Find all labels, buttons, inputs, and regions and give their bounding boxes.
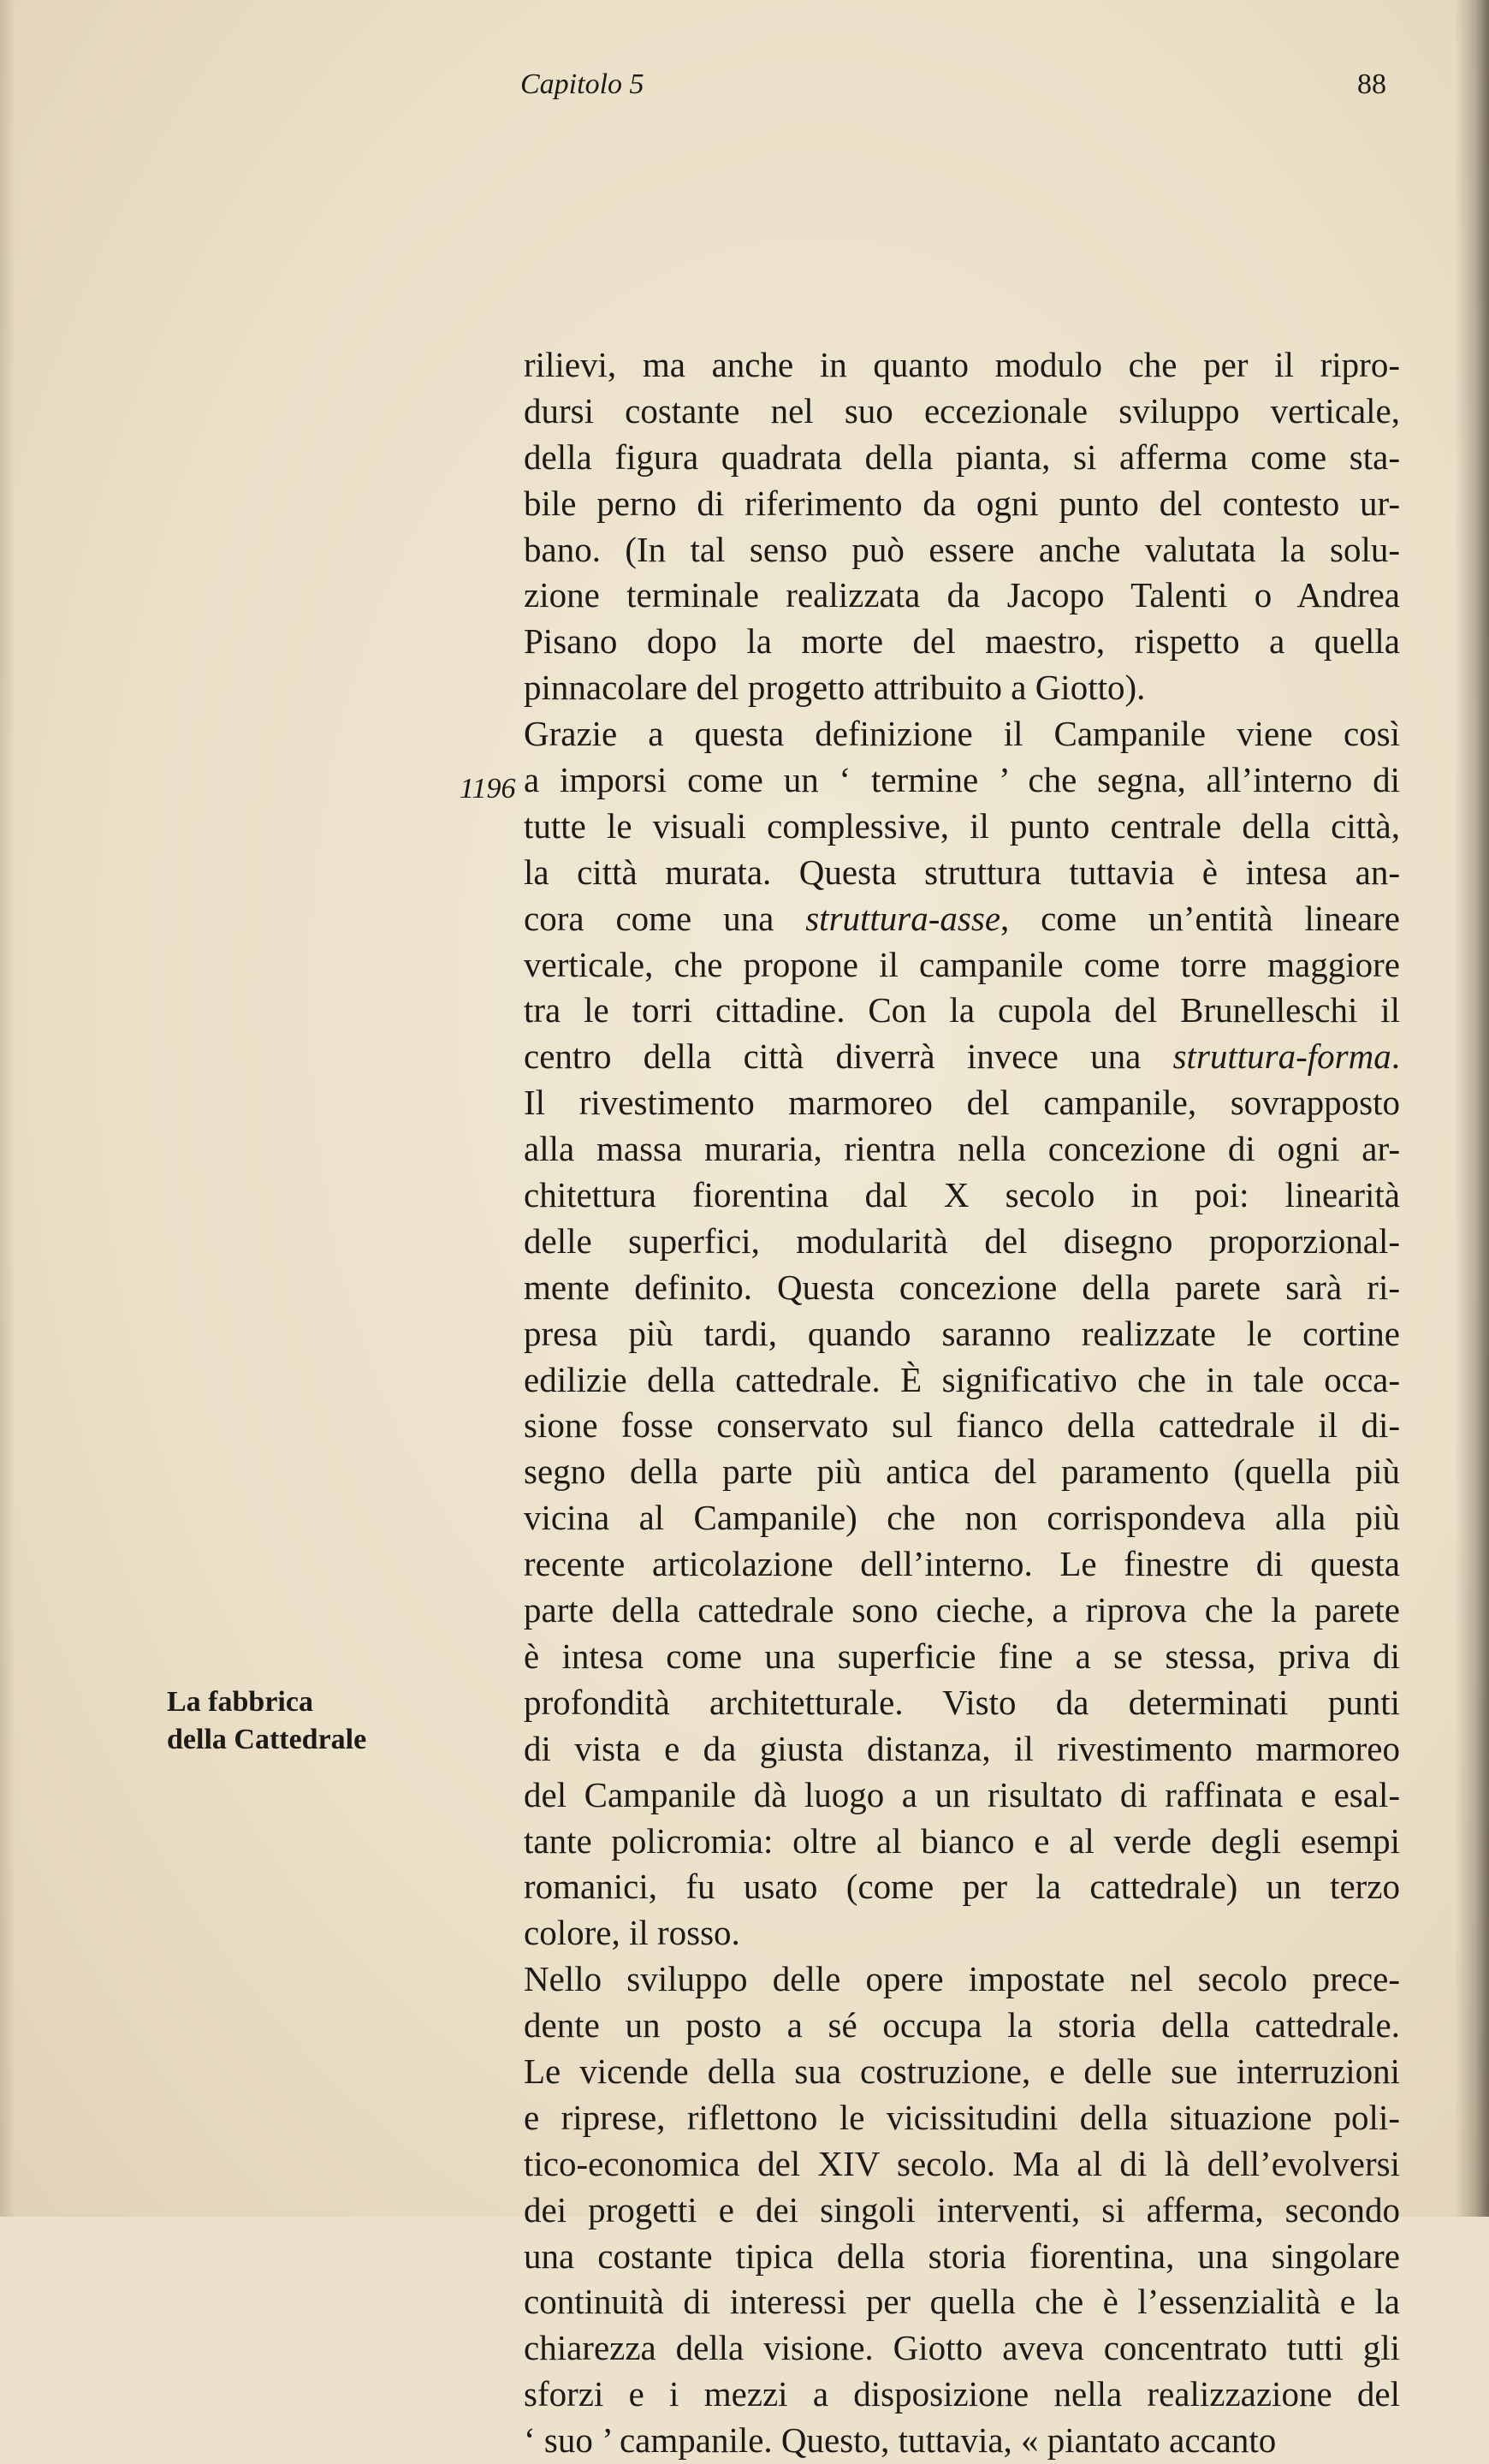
page-number: 88 — [1357, 68, 1386, 100]
text-line: ‘ suo ’ campanile. Questo, tuttavia, « piantato accanto — [524, 2420, 1277, 2461]
text-line: tante policromia: oltre al bianco e al verde degli esempi — [524, 1820, 1400, 1861]
page-edge-shadow — [0, 0, 15, 2217]
text-line: la città murata. Questa struttura tuttavia è intesa an- — [524, 852, 1400, 892]
text-line: romanici, fu usato (come per la cattedrale) un terzo — [524, 1867, 1400, 1907]
italic-term: struttura-asse — [805, 898, 1001, 938]
text-line: presa più tardi, quando saranno realizzate le cortine — [524, 1313, 1400, 1353]
text-line: tico-economica del XIV secolo. Ma al di là dell’evolversi — [524, 2143, 1400, 2183]
running-head-title: Capitolo 5 — [520, 68, 644, 100]
binding-gutter-shadow — [1455, 0, 1489, 2217]
text-line: è intesa come una superficie fine a se stessa, priva di — [524, 1636, 1400, 1676]
text-line: centro della città diverrà invece una struttura-forma. — [524, 1036, 1400, 1077]
text-line: della figura quadrata della pianta, si afferma come sta- — [524, 436, 1400, 477]
side-heading-line: La fabbrica — [167, 1686, 313, 1718]
text-line: recente articolazione dell’interno. Le finestre di questa — [524, 1544, 1400, 1584]
text-line: pinnacolare del progetto attribuito a Giotto). — [524, 668, 1146, 708]
text-line: Le vicende della sua costruzione, e delle sue interruzioni — [524, 2051, 1400, 2091]
text-line: dursi costante nel suo eccezionale sviluppo verticale, — [524, 390, 1400, 430]
text-line: vicina al Campanile) che non corrispondeva alla più — [524, 1498, 1400, 1538]
text-line: delle superfici, modularità del disegno proporzional- — [524, 1220, 1400, 1261]
text-line: sforzi e i mezzi a disposizione nella realizzazione del — [524, 2374, 1400, 2414]
text-line: parte della cattedrale sono cieche, a riprova che la parete — [524, 1590, 1400, 1630]
text-line: chiarezza della visione. Giotto aveva concentrato tutti gli — [524, 2328, 1400, 2368]
text-line: chitettura fiorentina dal X secolo in poi: linearità — [524, 1175, 1400, 1215]
text-line: edilizie della cattedrale. È significativo che in tale occa- — [524, 1359, 1400, 1399]
text-line: alla massa muraria, rientra nella concezione di ogni ar- — [524, 1129, 1400, 1169]
text-line: del Campanile dà luogo a un risultato di raffinata e esal- — [524, 1774, 1400, 1814]
text-line: verticale, che propone il campanile come torre maggiore — [524, 944, 1400, 984]
text-line: Grazie a questa definizione il Campanile viene così — [524, 714, 1400, 754]
text-line: sione fosse conservato sul fianco della cattedrale il di- — [524, 1405, 1400, 1446]
text-line: tra le torri cittadine. Con la cupola del Brunelleschi il — [524, 990, 1400, 1030]
text-line: bano. (In tal senso può essere anche valutata la solu- — [524, 529, 1400, 569]
margin-line-number: 1196 — [460, 773, 516, 805]
text-line: Nello sviluppo delle opere impostate nel secolo prece- — [524, 1959, 1400, 1999]
text-line: profondità architetturale. Visto da determinati punti — [524, 1682, 1400, 1722]
text-line: a imporsi come un ‘ termine ’ che segna, all’interno di — [524, 760, 1400, 800]
text-line: continuità di interessi per quella che è l’essenzialità e la — [524, 2282, 1400, 2322]
text-line: rilievi, ma anche in quanto modulo che per il ripro- — [524, 345, 1400, 384]
text-line: zione terminale realizzata da Jacopo Talenti o Andrea — [524, 575, 1400, 615]
side-heading-line: della Cattedrale — [167, 1724, 367, 1755]
text-line: una costante tipica della storia fiorentina, una singolare — [524, 2235, 1400, 2276]
text-line: e riprese, riflettono le vicissitudini della situazione poli- — [524, 2097, 1400, 2137]
text-line: segno della parte più antica del paramento (quella più — [524, 1452, 1400, 1492]
text-line: dei progetti e dei singoli interventi, si afferma, secondo — [524, 2189, 1400, 2229]
body-text — [524, 342, 1400, 2464]
italic-term: struttura-forma — [1172, 1036, 1391, 1077]
text-line: dente un posto a sé occupa la storia della cattedrale. — [524, 2005, 1400, 2045]
text-line: Il rivestimento marmoreo del campanile, sovrapposto — [524, 1083, 1400, 1123]
text-line: cora come una struttura-asse, come un’entità lineare — [524, 898, 1400, 938]
text-line: Pisano dopo la morte del maestro, rispetto a quella — [524, 621, 1400, 662]
text-line: mente definito. Questa concezione della parete sarà ri- — [524, 1267, 1400, 1307]
side-heading — [167, 1683, 366, 1759]
text-line: di vista e da giusta distanza, il rivestimento marmoreo — [524, 1728, 1400, 1768]
text-line: tutte le visuali complessive, il punto centrale della città, — [524, 805, 1400, 846]
text-line: bile perno di riferimento da ogni punto del contesto ur- — [524, 483, 1400, 523]
text-line: colore, il rosso. — [524, 1913, 740, 1953]
